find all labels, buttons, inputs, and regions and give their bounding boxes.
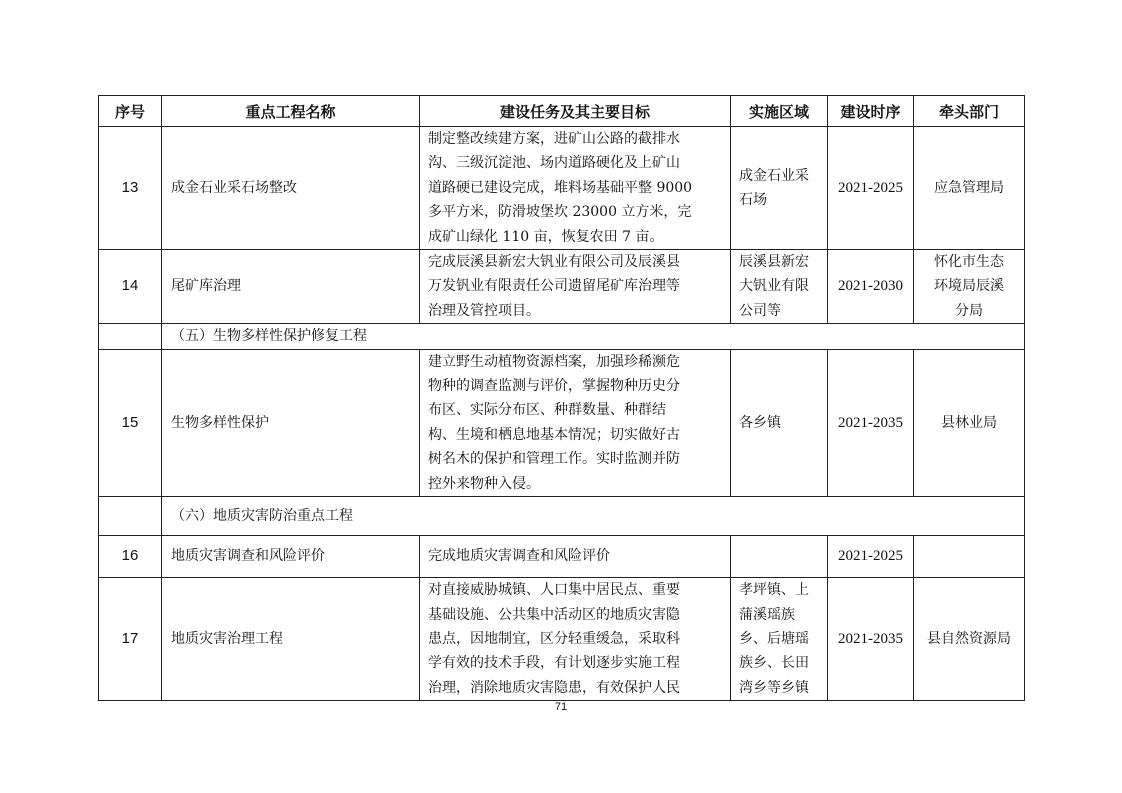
section-blank-cell	[99, 497, 162, 536]
dept-line: 环境局辰溪	[934, 278, 1004, 295]
section-blank-cell	[99, 324, 162, 349]
row-region	[731, 536, 828, 578]
region-line: 成金石业采	[739, 167, 809, 184]
task-line: 完成地质灾害调查和风险评价	[428, 548, 610, 565]
task-line: 建立野生动植物资源档案，加强珍稀濒危	[428, 353, 680, 370]
header-period: 建设时序	[828, 96, 914, 127]
page-number: 71	[554, 701, 568, 713]
task-line: 控外来物种入侵。	[428, 475, 540, 492]
row-period: 2021-2035	[828, 349, 914, 496]
section-row	[99, 324, 1025, 349]
row-project-name: 地质灾害治理工程	[162, 578, 420, 701]
region-line: 大钒业有限	[739, 278, 809, 295]
task-line: 沟、三级沉淀池、场内道路硬化及上矿山	[428, 155, 680, 172]
header-no: 序号	[99, 96, 162, 127]
dept-line: 县自然资源局	[927, 630, 1011, 647]
dept-line: 应急管理局	[934, 179, 1004, 196]
region-line: 湾乡等乡镇	[739, 679, 809, 696]
task-line: 治理，消除地质灾害隐患，有效保护人民	[428, 679, 680, 696]
dept-line: 县林业局	[941, 414, 997, 431]
table-row	[99, 578, 1025, 701]
row-no: 15	[99, 349, 162, 496]
row-project-name: 成金石业采石场整改	[162, 127, 420, 250]
row-dept	[914, 578, 1025, 701]
section-heading: （五）生物多样性保护修复工程	[162, 324, 1025, 349]
row-no: 16	[99, 536, 162, 578]
row-period: 2021-2025	[828, 536, 914, 578]
task-line: 学有效的技术手段，有计划逐步实施工程	[428, 655, 680, 672]
section-heading: （六）地质灾害防治重点工程	[162, 497, 1025, 536]
task-line: 物种的调查监测与评价，掌握物种历史分	[428, 378, 680, 395]
row-task	[420, 250, 731, 324]
region-line: 乡、后塘瑶	[739, 630, 809, 647]
row-period: 2021-2030	[828, 250, 914, 324]
task-line: 治理及管控项目。	[428, 302, 540, 319]
task-line: 基础设施、公共集中活动区的地质灾害隐	[428, 606, 680, 623]
task-line: 万发钒业有限责任公司遗留尾矿库治理等	[428, 278, 680, 295]
row-region	[731, 578, 828, 701]
task-line: 道路硬已建设完成，堆料场基础平整 9000	[428, 179, 693, 196]
task-line: 成矿山绿化 110 亩，恢复农田 7 亩。	[428, 228, 664, 245]
header-project-name: 重点工程名称	[162, 96, 420, 127]
row-dept	[914, 250, 1025, 324]
task-line: 多平方米，防滑坡堡坎 23000 立方米，完	[428, 204, 692, 221]
region-line: 孝坪镇、上	[739, 582, 809, 599]
dept-line: 怀化市生态	[934, 254, 1004, 271]
row-task	[420, 349, 731, 496]
dept-line: 分局	[955, 302, 983, 319]
header-dept: 牵头部门	[914, 96, 1025, 127]
row-dept	[914, 349, 1025, 496]
row-project-name: 生物多样性保护	[162, 349, 420, 496]
header-task: 建设任务及其主要目标	[420, 96, 731, 127]
task-line: 对直接威胁城镇、人口集中居民点、重要	[428, 582, 680, 599]
section-row	[99, 497, 1025, 536]
table-row	[99, 349, 1025, 496]
row-dept	[914, 127, 1025, 250]
task-line: 布区、实际分布区、种群数量、种群结	[428, 402, 666, 419]
task-line: 患点，因地制宜，区分轻重缓急，采取科	[428, 630, 680, 647]
row-period: 2021-2035	[828, 578, 914, 701]
table-row	[99, 536, 1025, 578]
header-region: 实施区域	[731, 96, 828, 127]
row-region	[731, 250, 828, 324]
task-line: 制定整改续建方案，进矿山公路的截排水	[428, 131, 680, 147]
row-region	[731, 127, 828, 250]
row-no: 13	[99, 127, 162, 250]
task-line: 完成辰溪县新宏大钒业有限公司及辰溪县	[428, 254, 680, 271]
task-line: 树名木的保护和管理工作。实时监测并防	[428, 451, 680, 468]
row-task	[420, 578, 731, 701]
region-line: 辰溪县新宏	[739, 254, 809, 271]
row-project-name: 地质灾害调查和风险评价	[162, 536, 420, 578]
header-row	[99, 96, 1025, 127]
row-period: 2021-2025	[828, 127, 914, 250]
row-no: 17	[99, 578, 162, 701]
region-line: 各乡镇	[739, 414, 781, 431]
row-no: 14	[99, 250, 162, 324]
region-line: 公司等	[739, 302, 781, 319]
table-row	[99, 127, 1025, 250]
table-row	[99, 250, 1025, 324]
region-line: 族乡、长田	[739, 655, 809, 672]
project-table	[98, 95, 1025, 701]
row-dept	[914, 536, 1025, 578]
row-region	[731, 349, 828, 496]
row-project-name: 尾矿库治理	[162, 250, 420, 324]
row-task	[420, 127, 731, 250]
region-line: 石场	[739, 192, 767, 209]
region-line: 蒲溪瑶族	[739, 606, 795, 623]
task-line: 构、生境和栖息地基本情况；切实做好古	[428, 426, 680, 443]
row-task	[420, 536, 731, 578]
